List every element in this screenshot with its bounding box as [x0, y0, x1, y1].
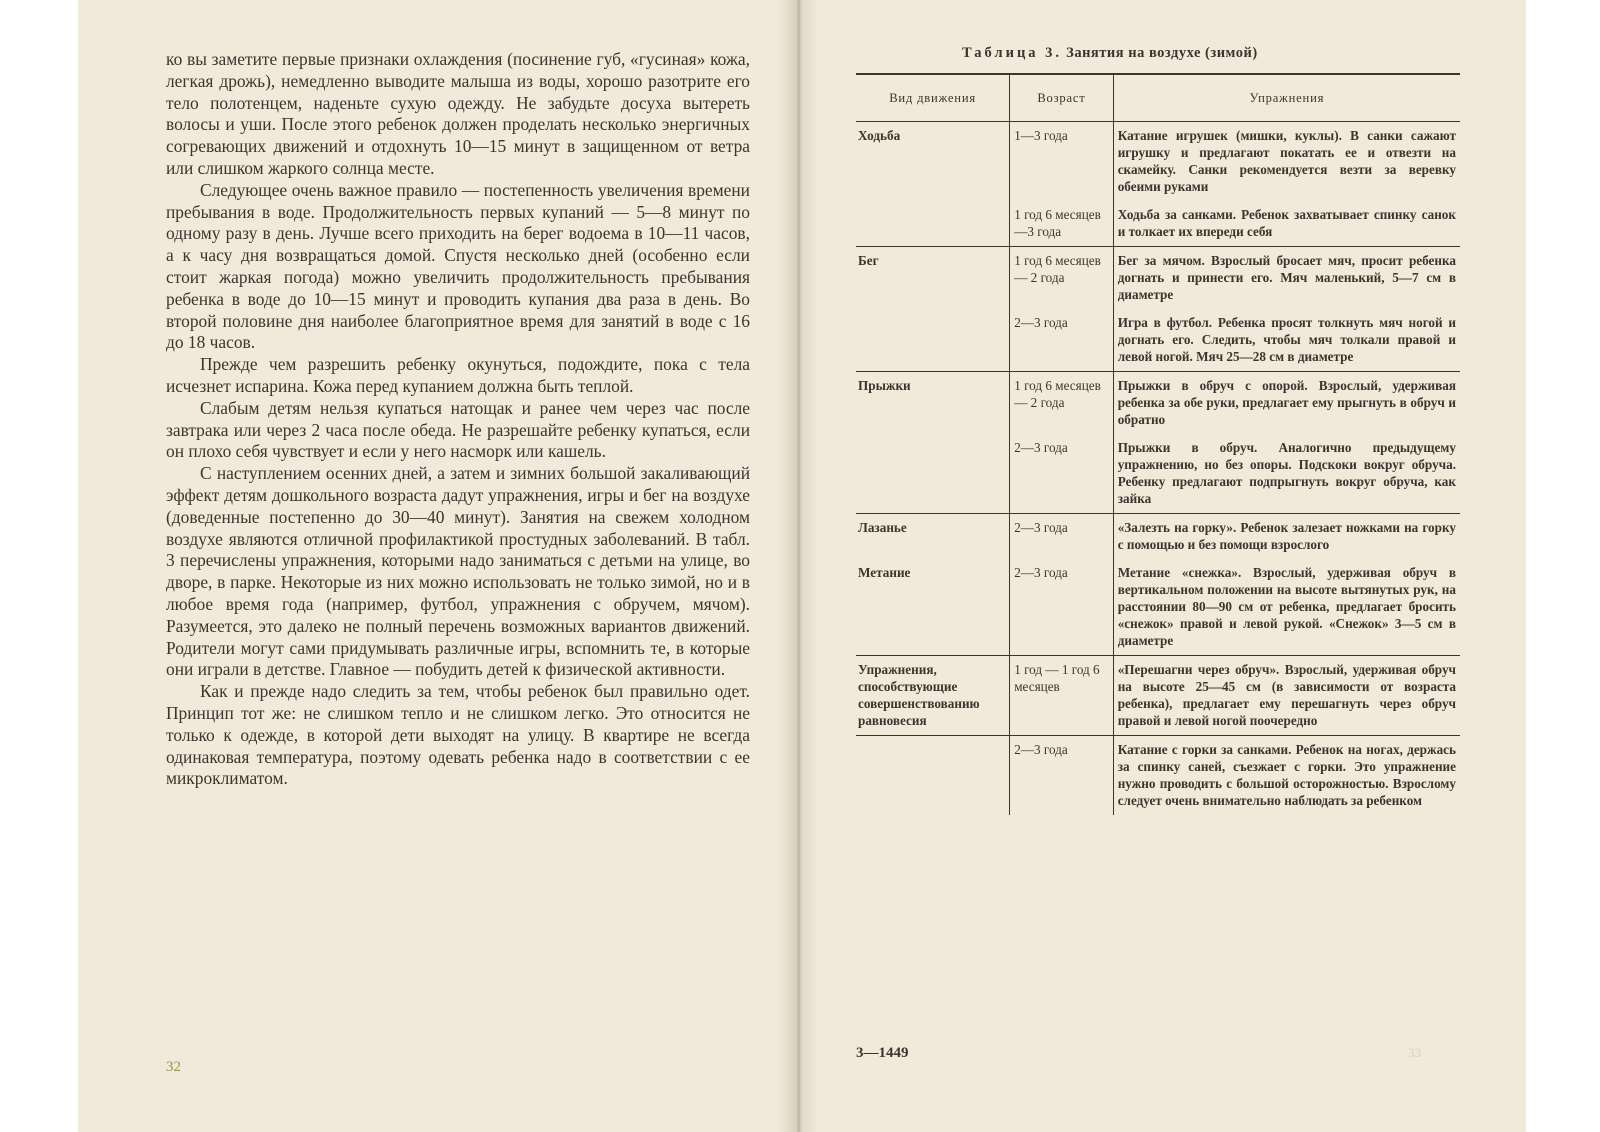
- cell-age: 2—3 года: [1010, 309, 1114, 372]
- cell-kind: [856, 309, 1010, 372]
- printer-signature: 3—1449: [856, 1045, 909, 1061]
- cell-kind: [856, 201, 1010, 247]
- paragraph: ко вы заметите первые признаки охлаждения (посинение губ, «гусиная» кожа, легкая дрожь), немедленно выводите малыша из воды, хорошо разотрите его тело полотенцем, наденьте сухую одежду. Не забудьте досуха вытереть волосы и уши. После этого ребенок должен проделать несколько энергичных согревающих движений и отдохнуть 10—15 минут в защищенном от ветра или слишком жаркого солнца месте.: [166, 49, 750, 178]
- right-page: [796, 0, 1526, 1132]
- cell-exercise: Катание с горки за санками. Ребенок на ногах, держась за спинку саней, съезжает с горки. Это упражнение нужно проводить с большой осторожностью. Взрослому следует очень внимательно наблюдать за ребенком: [1117, 742, 1456, 808]
- cell-kind: Ходьба: [858, 128, 901, 143]
- paragraph: Слабым детям нельзя купаться натощак и ранее чем через час после завтрака или через 2 часа после обеда. Не разрешайте ребенку купаться, если он плохо себя чувствует и если у него насморк или кашель.: [166, 397, 750, 462]
- table-row: [856, 656, 1460, 736]
- cell-exercise: Прыжки в обруч с опорой. Взрослый, удерживая ребенка за обе руки, предлагает ему прыгнуть в обруч и обратно: [1117, 378, 1456, 427]
- page-number-right: 33: [1408, 1045, 1421, 1060]
- cell-age: 1 год 6 месяцев — 2 года: [1010, 372, 1114, 435]
- paragraph: Как и прежде надо следить за тем, чтобы ребенок был правильно одет. Принцип тот же: не слишком тепло и не слишком легко. Это относится не только к одежде, в которой дети выходят на улицу. В квартире не всегда одинаковая температура, поэтому одевать ребенка надо в соответствии с ее микроклиматом.: [166, 681, 750, 789]
- table-row: [856, 247, 1460, 310]
- cell-age: 2—3 года: [1010, 514, 1114, 560]
- cell-age: 2—3 года: [1010, 434, 1114, 514]
- table-caption: [962, 45, 1522, 62]
- cell-exercise: Бег за мячом. Взрослый бросает мяч, просит ребенка догнать и принести его. Мяч маленький, 5—7 см в диаметре: [1117, 253, 1456, 302]
- paragraph: Следующее очень важное правило — постепенность увеличения времени пребывания в воде. Продолжительность первых купаний — 5—8 минут по одному разу в день. Лучше всего приходить на берег водоема в 10—11 часов, а к часу дня возвращаться домой. Спустя несколько дней (особенно если стоит жаркая погода) можно увеличить продолжительность пребывания ребенка в воде до 10—15 минут и проводить купания два раза в день. Во второй половине дня наиболее благоприятное время для занятий в воде с 16 до 18 часов.: [166, 179, 750, 353]
- cell-kind: Лазанье: [858, 520, 907, 535]
- cell-age: 2—3 года: [1010, 736, 1114, 816]
- table-header-row: [856, 74, 1460, 122]
- cell-age: 1 год 6 месяцев—3 года: [1010, 201, 1114, 247]
- exercise-table: [856, 73, 1460, 815]
- cell-age: 1 год — 1 год 6 месяцев: [1010, 656, 1114, 736]
- cell-age: 2—3 года: [1010, 559, 1114, 656]
- cell-age: 1—3 года: [1010, 122, 1114, 202]
- cell-kind: Прыжки: [858, 378, 911, 393]
- left-page-body: [166, 49, 750, 790]
- table-title: Занятия на воздухе (зимой): [1066, 45, 1258, 61]
- header-kind: Вид движения: [856, 74, 1010, 122]
- table-row: [856, 434, 1460, 514]
- table-row: [856, 736, 1460, 816]
- left-page: [78, 0, 796, 1132]
- cell-exercise: Прыжки в обруч. Аналогично предыдущему упражнению, но без опоры. Подскоки вокруг обруча. Ребенку предлагают подпрыгнуть вокруг обруча, как зайка: [1113, 434, 1460, 514]
- table-row: [856, 309, 1460, 372]
- cell-exercise: Игра в футбол. Ребенка просят толкнуть мяч ногой и догнать его. Следить, чтобы мяч толкали правой и левой ногой. Мяч 25—28 см в диаметре: [1113, 309, 1460, 372]
- cell-exercise: Ходьба за санками. Ребенок захватывает спинку санок и толкает их впереди себя: [1113, 201, 1460, 247]
- table-row: [856, 122, 1460, 202]
- page-number-left: 32: [166, 1059, 181, 1075]
- cell-kind: [856, 434, 1010, 514]
- cell-exercise: Катание игрушек (мишки, куклы). В санки сажают игрушку и предлагают покатать ее и отвезти на скамейку. Санки рекомендуется везти за веревку обеими руками: [1117, 128, 1456, 194]
- table-label: Таблица 3.: [962, 45, 1063, 61]
- book-spread: [78, 0, 1526, 1132]
- cell-kind: Бег: [858, 253, 879, 268]
- cell-exercise: «Перешагни через обруч». Взрослый, удерживая обруч на высоте 25—45 см (в зависимости от возраста ребенка), предлагает ему перешагнуть через обруч правой и левой ногой поочередно: [1113, 656, 1460, 736]
- table-row: [856, 372, 1460, 435]
- table-row: [856, 514, 1460, 560]
- table-row: [856, 201, 1460, 247]
- cell-exercise: «Залезть на горку». Ребенок залезает ножками на горку с помощью и без помощи взрослого: [1117, 520, 1456, 552]
- cell-age: 1 год 6 месяцев — 2 года: [1010, 247, 1114, 310]
- cell-kind: [856, 736, 1010, 816]
- table-row: [856, 559, 1460, 656]
- book-gutter: [778, 0, 818, 1132]
- cell-kind: Метание: [856, 559, 1010, 656]
- header-age: Возраст: [1010, 74, 1114, 122]
- cell-exercise: Метание «снежка». Взрослый, удерживая обруч в вертикальном положении на высоте вытянутых рук, на расстоянии 80—90 см от ребенка, предлагает бросить «снежок» правой и левой рукой. «Снежок» 3—5 см в диаметре: [1113, 559, 1460, 656]
- paragraph: Прежде чем разрешить ребенку окунуться, подождите, пока с тела исчезнет испарина. Кожа перед купанием должна быть теплой.: [166, 354, 750, 396]
- cell-kind: Упражнения, способствующие совершенствованию равновесия: [856, 656, 1010, 736]
- header-exercise: Упражнения: [1113, 74, 1460, 122]
- paragraph: С наступлением осенних дней, а затем и зимних большой закаливающий эффект детям дошкольного возраста дадут упражнения, игры и бег на воздухе (доведенные постепенно до 30—40 минут). Занятия на свежем холодном воздухе являются отличной профилактикой простудных заболеваний. В табл. 3 перечислены упражнения, которыми надо заниматься с детьми на улице, во дворе, в парке. Некоторые из них можно использовать не только зимой, но и в любое время года (например, футбол, упражнения с обручем, мячом). Разумеется, это далеко не полный перечень возможных вариантов движений. Родители могут сами придумывать различные игры, вспомнить те, в которые они играли в детстве. Главное — побудить детей к физической активности.: [166, 463, 750, 680]
